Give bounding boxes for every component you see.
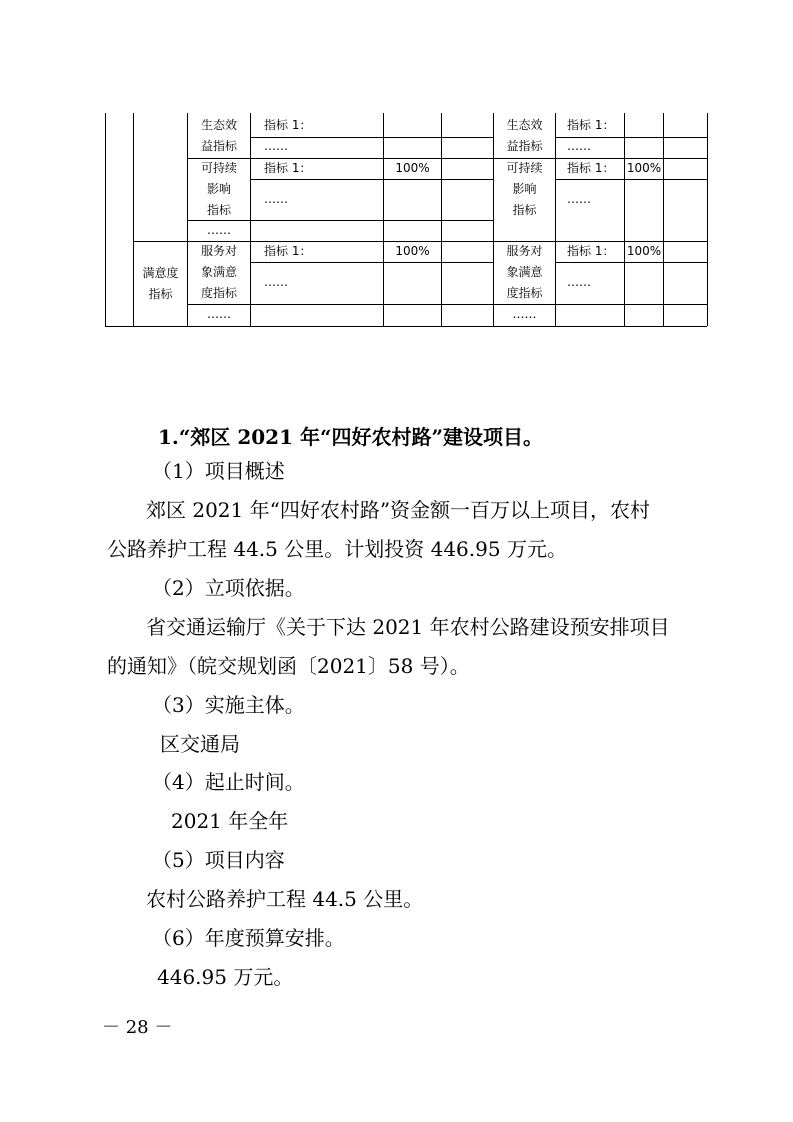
service-satisfaction-label-right: 服务对 象满意 度指标 xyxy=(506,244,543,300)
basis-text-line-1: 省交通运输厅《关于下达 2021 年农村公路建设预安排项目 xyxy=(146,615,670,639)
satisfaction-more-label: …… xyxy=(207,307,231,321)
satisfaction-value-right: 100% xyxy=(626,244,662,258)
eco-indicator-1: 指标 1： xyxy=(264,118,312,132)
section-heading: 1.“郊区 2021 年“四好农村路”建设项目。 xyxy=(158,425,543,449)
satisfaction-indicator-1-right: 指标 1： xyxy=(567,244,615,258)
satisfaction-indicator-more: …… xyxy=(264,275,288,289)
satisfaction-indicator-1: 指标 1： xyxy=(264,244,312,258)
satisfaction-more-label-right: …… xyxy=(512,307,537,321)
sustainability-label: 可持续 影响 指标 xyxy=(200,161,237,217)
eco-benefit-label: 生态效 益指标 xyxy=(200,118,237,153)
eco-indicator-1-right: 指标 1： xyxy=(567,118,615,132)
satisfaction-group-label: 满意度 指标 xyxy=(142,266,179,301)
basis-title: （2）立项依据。 xyxy=(152,576,305,600)
satisfaction-indicator-more-right: …… xyxy=(567,275,591,289)
overview-text-line-1: 郊区 2021 年“四好农村路”资金额一百万以上项目，农村 xyxy=(146,498,651,522)
sustainability-value: 100% xyxy=(395,161,430,175)
sustainability-more-label: …… xyxy=(207,223,231,237)
satisfaction-value: 100% xyxy=(395,244,430,258)
entity-title: （3）实施主体。 xyxy=(152,693,305,717)
sustainability-value-right: 100% xyxy=(626,161,662,175)
period-title: （4）起止时间。 xyxy=(152,770,305,794)
overview-text-line-2: 公路养护工程 44.5 公里。计划投资 446.95 万元。 xyxy=(107,537,567,561)
sustainability-indicator-1-right: 指标 1： xyxy=(567,161,615,175)
sustainability-indicator-more-right: …… xyxy=(567,192,591,206)
content-text: 农村公路养护工程 44.5 公里。 xyxy=(146,887,424,911)
sustainability-indicator-more: …… xyxy=(264,192,288,206)
overview-title: （1）项目概述 xyxy=(152,459,285,483)
service-satisfaction-label: 服务对 象满意 度指标 xyxy=(200,244,237,300)
content-title: （5）项目内容 xyxy=(152,848,285,872)
sustainability-indicator-1: 指标 1： xyxy=(264,161,312,175)
page-number: － 28 － xyxy=(102,1017,173,1038)
budget-title: （6）年度预算安排。 xyxy=(152,926,345,950)
budget-text: 446.95 万元。 xyxy=(157,965,294,989)
sustainability-label-right: 可持续 影响 指标 xyxy=(506,161,543,217)
eco-indicator-more-right: …… xyxy=(567,139,591,153)
basis-text-line-2: 的通知》（皖交规划函〔2021〕58 号）。 xyxy=(107,654,470,678)
eco-indicator-more: …… xyxy=(264,139,288,153)
eco-benefit-label-right: 生态效 益指标 xyxy=(506,118,543,153)
entity-text: 区交通局 xyxy=(160,732,240,756)
period-text: 2021 年全年 xyxy=(171,809,289,833)
